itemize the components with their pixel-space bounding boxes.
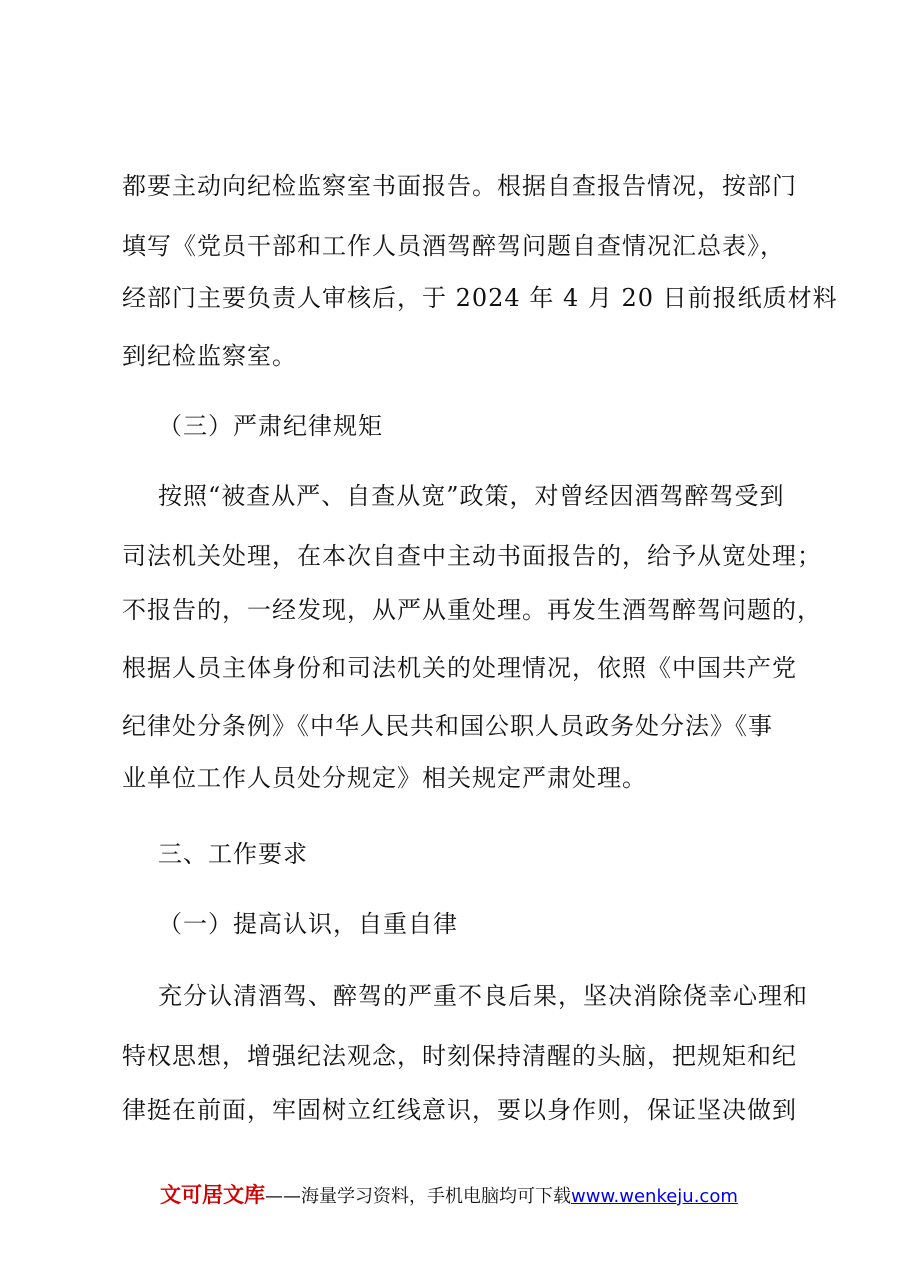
section-heading: （三）严肃纪律规矩	[158, 412, 383, 440]
paragraph-line: 到纪检监察室。	[122, 342, 297, 370]
paragraph-line: 业单位工作人员处分规定》相关规定严肃处理。	[122, 764, 647, 792]
paragraph-line: 按照“被查从严、自查从宽”政策，对曾经因酒驾醉驾受到	[158, 482, 785, 510]
paragraph-line: 根据人员主体身份和司法机关的处理情况，依照《中国共产党	[122, 654, 797, 682]
section-subheading: （一）提高认识，自重自律	[158, 910, 458, 938]
section-heading: 三、工作要求	[158, 840, 308, 868]
footer-url-link[interactable]: www.wenkeju.com	[571, 1186, 738, 1207]
footer-tagline: ——海量学习资料，手机电脑均可下载	[265, 1186, 571, 1207]
paragraph-line: 律挺在前面，牢固树立红线意识，要以身作则，保证坚决做到	[122, 1096, 797, 1124]
paragraph-line: 填写《党员干部和工作人员酒驾醉驾问题自查情况汇总表》，	[122, 232, 785, 260]
paragraph-line: 纪律处分条例》《中华人民共和国公职人员政务处分法》《事	[122, 712, 773, 740]
paragraph-line: 经部门主要负责人审核后，于 2024 年 4 月 20 日前报纸质材料	[122, 284, 838, 312]
paragraph-line: 特权思想，增强纪法观念，时刻保持清醒的头脑，把规矩和纪	[122, 1042, 797, 1070]
footer-banner	[160, 1182, 738, 1210]
paragraph-line: 都要主动向纪检监察室书面报告。根据自查报告情况，按部门	[122, 172, 797, 200]
paragraph-line: 司法机关处理，在本次自查中主动书面报告的，给予从宽处理；	[122, 542, 822, 570]
paragraph-line: 不报告的，一经发现，从严从重处理。再发生酒驾醉驾问题的，	[122, 596, 822, 624]
paragraph-line: 充分认清酒驾、醉驾的严重不良后果，坚决消除侥幸心理和	[158, 982, 808, 1010]
footer-brand: 文可居文库	[160, 1183, 265, 1207]
